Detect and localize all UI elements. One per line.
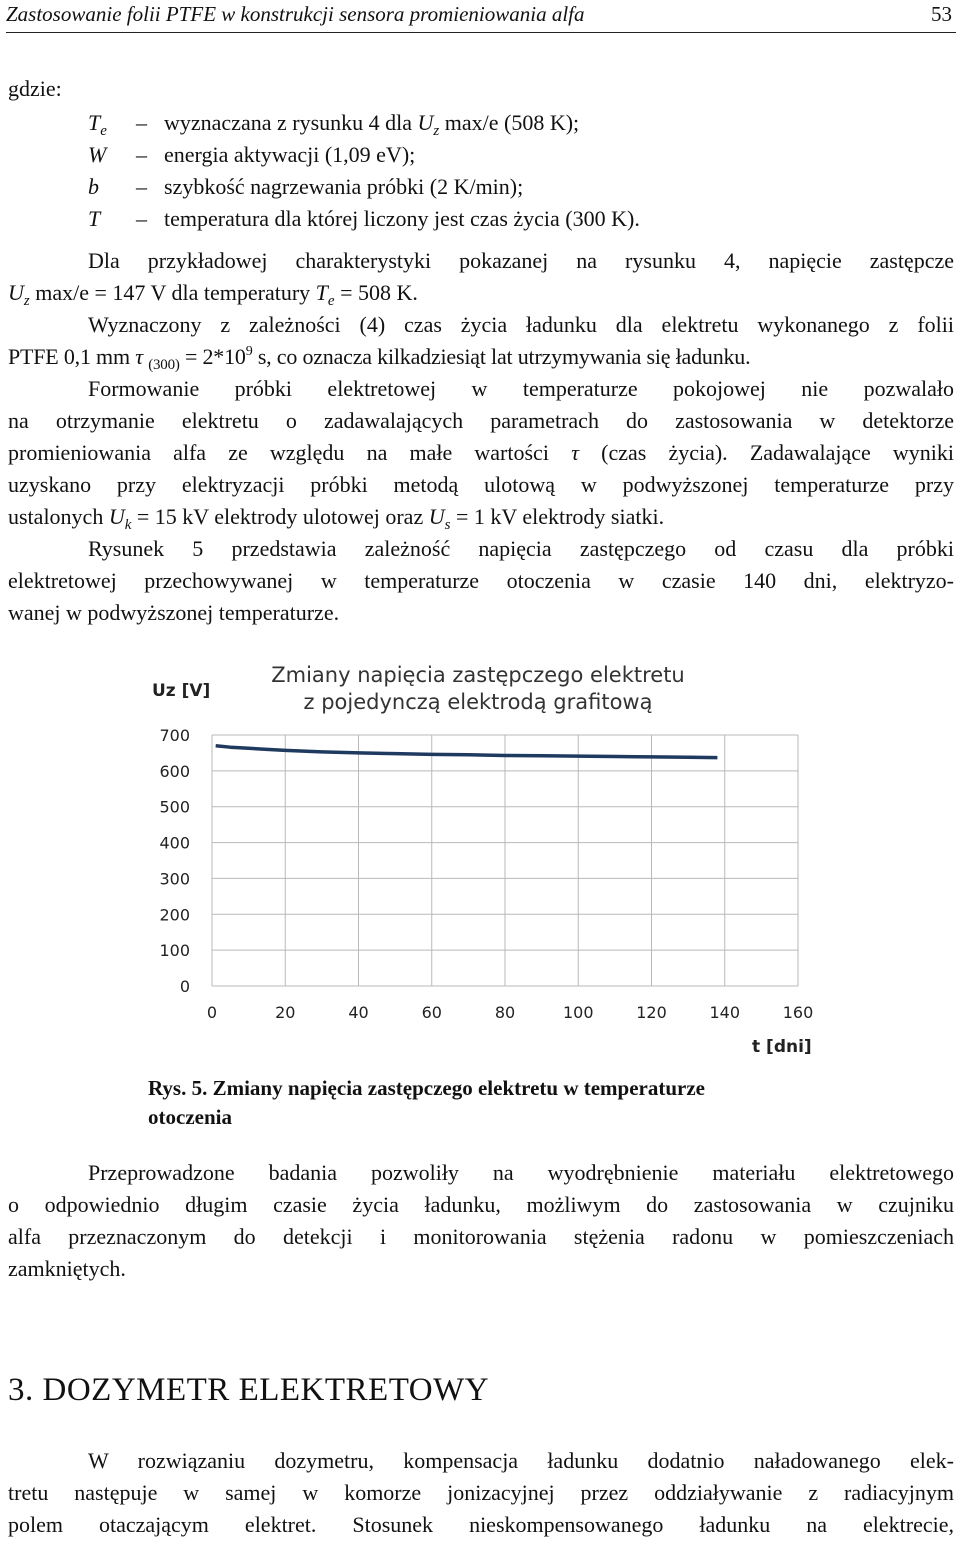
definition-b-symbol: b: [88, 174, 99, 199]
figure-caption: [148, 1074, 705, 1132]
definition-w-symbol: W: [88, 142, 107, 167]
y-tick-label: 400: [159, 833, 190, 853]
x-tick-label: 120: [636, 1003, 667, 1022]
page-number: 53: [931, 2, 952, 26]
y-tick-label: 500: [159, 797, 190, 817]
paragraph-6-line-1: W rozwiązaniu dozymetru, kompensacja ładunku dodatnio naładowanego elek-: [88, 1448, 954, 1473]
definition-b-text: szybkość nagrzewania próbki (2 K/min);: [164, 174, 524, 199]
paragraph-6-line-3: polem otaczającym elektret. Stosunek nieskompensowanego ładunku na elektrecie,: [8, 1512, 954, 1537]
paragraph-1-line-2: $U_z$ max/e = 147 V dla temperatury $T_e = 508$ K.: [8, 280, 418, 309]
x-tick-label: 40: [348, 1003, 369, 1022]
y-tick-label: 300: [159, 869, 190, 889]
definition-t-text: temperatura dla której liczony jest czas życia (300 K).: [164, 206, 640, 231]
x-tick-label: 160: [782, 1003, 814, 1022]
paragraph-4-line-2: elektretowej przechowywanej w temperaturze otoczenia w czasie 140 dni, elektryzo-: [8, 568, 954, 593]
paragraph-3-line-1: Formowanie próbki elektretowej w temperaturze pokojowej nie pozwalało: [88, 376, 954, 401]
paragraph-5-line-2: o odpowiednio długim czasie życia ładunku, możliwym do zastosowania w czujniku: [8, 1192, 954, 1217]
definition-w-text: energia aktywacji (1,09 eV);: [164, 142, 416, 167]
figure-caption-line-1: Rys. 5. Zmiany napięcia zastępczego elektretu w temperaturze: [148, 1076, 705, 1100]
chart-svg: [140, 650, 830, 1065]
paragraph-4-line-3: wanej w podwyższonej temperaturze.: [8, 600, 340, 625]
y-tick-label: 100: [159, 941, 190, 961]
y-tick-label: 700: [159, 726, 190, 745]
paragraph-5-line-4: zamkniętych.: [8, 1256, 126, 1281]
x-tick-label: 80: [494, 1003, 516, 1022]
paragraph-4-line-1: Rysunek 5 przedstawia zależność napięcia zastępczego od czasu dla próbki: [88, 536, 954, 561]
paragraph-2-line-1: Wyznaczony z zależności (4) czas życia ładunku dla elektretu wykonanego z folii: [88, 312, 954, 337]
figure-5-chart: [140, 650, 830, 1065]
x-tick-label: 20: [275, 1003, 296, 1022]
running-title: Zastosowanie folii PTFE w konstrukcji sensora promieniowania alfa: [6, 2, 585, 26]
chart-subtitle: z pojedynczą elektrodą grafitową: [303, 690, 653, 714]
series-line: [216, 746, 718, 758]
paragraph-3-line-5: ustalonych $U_k = 15$ kV elektrody ulotowej oraz $U_s = 1$ kV elektrody siatki.: [8, 504, 665, 533]
definition-t-symbol: T: [88, 206, 101, 231]
running-header: [6, 0, 956, 33]
section-heading: 3. DOZYMETR ELEKTRETOWY: [8, 1372, 490, 1408]
paragraph-2-line-2: PTFE 0,1 mm τ $_{(300)} = 2*10^9$ s, co oznacza kilkadziesiąt lat utrzymywania się ładunku.: [8, 344, 751, 373]
definition-te-text: wyznaczana z rysunku 4 dla $U_z$ max/e (508 K);: [164, 110, 580, 139]
paragraph-3-line-3: promieniowania alfa ze względu na małe wartości τ (czas życia). Zadawalające wyniki: [8, 440, 955, 465]
x-tick-label: 60: [421, 1003, 442, 1022]
x-tick-label: 0: [206, 1003, 218, 1022]
x-axis-label: t [dni]: [752, 1037, 812, 1057]
x-tick-label: 100: [562, 1003, 594, 1022]
definition-te-dash: –: [136, 110, 147, 135]
gdzie-label: gdzie:: [8, 76, 62, 101]
x-tick-label: 140: [709, 1003, 741, 1022]
chart-title: Zmiany napięcia zastępczego elektretu: [271, 663, 685, 687]
definition-w-dash: –: [136, 142, 147, 167]
definition-te: $T_e$: [88, 110, 107, 139]
paragraph-3-line-2: na otrzymanie elektretu o zadawalających parametrach do zastosowania w detektorze: [8, 408, 954, 433]
y-axis-label: Uz [V]: [152, 681, 211, 701]
paragraph-5-line-3: alfa przeznaczonym do detekcji i monitorowania stężenia radonu w pomieszczeniach: [8, 1224, 954, 1249]
y-tick-label: 200: [159, 905, 190, 925]
paragraph-5-line-1: Przeprowadzone badania pozwoliły na wyodrębnienie materiału elektretowego: [88, 1160, 954, 1185]
paragraph-6-line-2: tretu następuje w samej w komorze jonizacyjnej przez oddziaływanie z radiacyjnym: [8, 1480, 954, 1505]
definition-t-dash: –: [136, 206, 147, 231]
paragraph-1-line-1: Dla przykładowej charakterystyki pokazanej na rysunku 4, napięcie zastępcze: [88, 248, 954, 273]
definition-b-dash: –: [136, 174, 147, 199]
figure-caption-line-2: otoczenia: [148, 1105, 232, 1129]
y-tick-label: 600: [159, 761, 190, 781]
paragraph-3-line-4: uzyskano przy elektryzacji próbki metodą ulotową w podwyższonej temperaturze przy: [8, 472, 954, 497]
y-tick-label: 0: [179, 977, 190, 996]
